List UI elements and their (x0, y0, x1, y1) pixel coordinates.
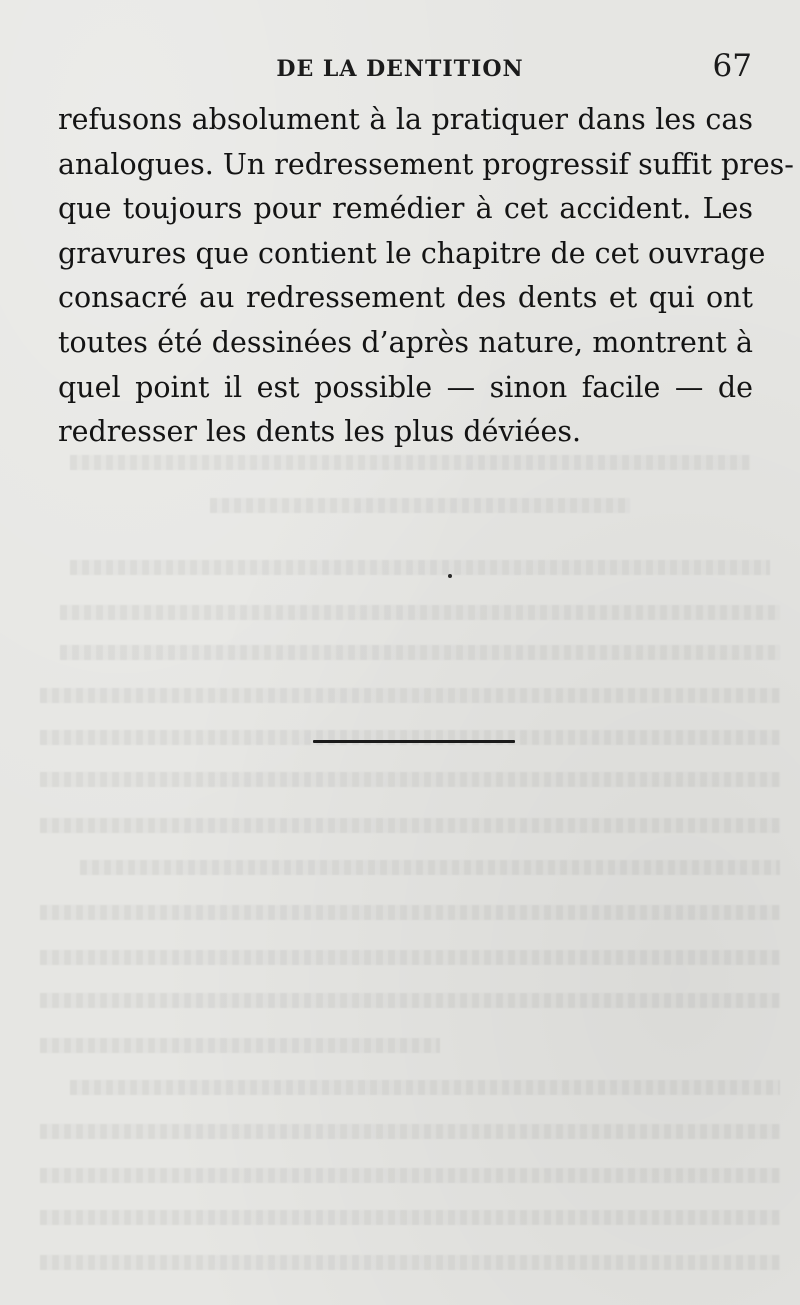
page-number: 67 (712, 48, 752, 84)
text-line: que toujours pour remédier à cet accident. Les (58, 192, 753, 226)
ink-speck (448, 574, 452, 578)
text-line: quel point il est possible — sinon facile — de (58, 370, 753, 404)
running-title: DE LA DENTITION (276, 56, 524, 82)
body-paragraph (58, 98, 794, 455)
text-line: gravures que contient le chapitre de cet ouvrage (58, 236, 766, 270)
text-line: refusons absolument à la pratiquer dans les cas (58, 103, 753, 136)
text-line: toutes été dessinées d’après nature, montrent à (58, 325, 753, 359)
text-line: redresser les dents les plus déviées. (58, 415, 582, 449)
page-header (0, 48, 800, 84)
section-rule (313, 740, 515, 743)
text-line: analogues. Un redressement progressif suffit pres- (58, 147, 794, 181)
text-line: consacré au redressement des dents et qui ont (58, 281, 753, 315)
